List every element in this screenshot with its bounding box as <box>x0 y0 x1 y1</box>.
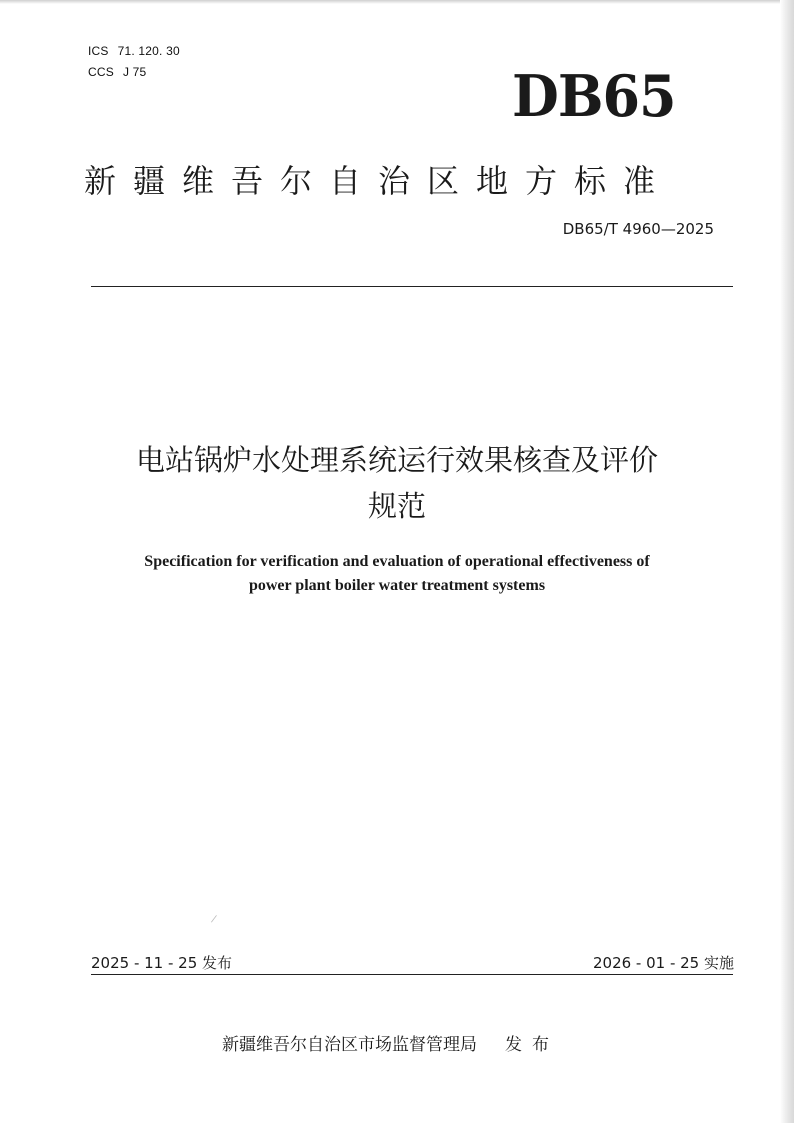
footer-divider <box>91 974 733 975</box>
ics-code <box>88 41 180 62</box>
title-en-line1: Specification for verification and evaluation of operational effectiveness of <box>144 553 650 570</box>
db65-logo: DB65 <box>512 62 676 130</box>
issue-date: 2025 - 11 - 25 发布 <box>91 954 233 972</box>
publisher-line <box>222 1030 559 1055</box>
ics-value: 71. 120. 30 <box>117 44 180 58</box>
title-en-line2: power plant boiler water treatment systems <box>248 577 546 594</box>
title-cn-line2: 规范 <box>367 489 426 523</box>
issuer-title: 新疆维吾尔自治区地方标准 <box>84 162 673 200</box>
publisher-name: 新疆维吾尔自治区市场监督管理局 <box>222 1035 477 1055</box>
ccs-value: J 75 <box>122 65 147 79</box>
ics-label: ICS <box>88 44 109 58</box>
ccs-code <box>88 62 180 83</box>
scan-edge-right <box>780 0 794 1123</box>
publisher-action: 发布 <box>505 1035 559 1055</box>
document-title-chinese <box>60 437 734 529</box>
document-title-english <box>60 550 734 598</box>
scan-edge-top <box>0 0 794 4</box>
scan-speck: / <box>210 913 218 926</box>
implementation-date: 2026 - 01 - 25 实施 <box>592 954 734 972</box>
standard-number: DB65/T 4960—2025 <box>562 220 714 238</box>
classification-codes <box>88 41 180 83</box>
header-divider <box>91 286 733 287</box>
ccs-label: CCS <box>88 65 114 79</box>
title-cn-line1: 电站锅炉水处理系统运行效果核查及评价 <box>135 443 658 477</box>
